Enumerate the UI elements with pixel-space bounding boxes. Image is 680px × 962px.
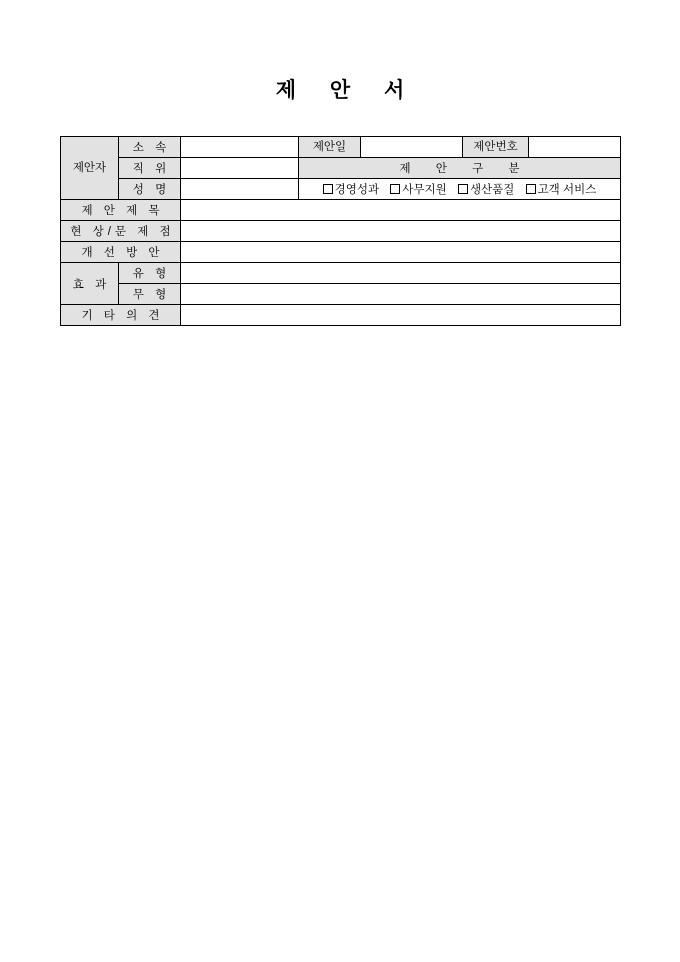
table-row-effect-intangible [61,284,621,305]
checkbox-icon[interactable] [390,184,400,194]
category-checkbox-group [299,179,621,200]
improvement-value[interactable] [181,242,621,263]
name-label: 성 명 [119,179,181,200]
effect-tangible-label: 유 형 [119,263,181,284]
checkbox-option-production-quality[interactable] [458,181,514,197]
proposal-number-label: 제안번호 [463,137,529,158]
affiliation-label: 소 속 [119,137,181,158]
table-row-problem [61,221,621,242]
checkbox-label: 고객 서비스 [537,184,597,196]
proposal-number-value[interactable] [529,137,621,158]
category-header: 제 안 구 분 [299,158,621,179]
effect-intangible-label: 무 형 [119,284,181,305]
other-label: 기 타 의 견 [61,305,181,326]
page-title: 제 안 서 [275,79,419,102]
problem-label: 현 상/문 제 점 [61,221,181,242]
checkbox-option-office-support[interactable] [390,181,446,197]
table-row-improvement [61,242,621,263]
checkbox-icon[interactable] [526,184,536,194]
table-row-effect-tangible [61,263,621,284]
other-value[interactable] [181,305,621,326]
table-row-position [61,158,621,179]
affiliation-value[interactable] [181,137,299,158]
position-label: 직 위 [119,158,181,179]
effect-tangible-value[interactable] [181,263,621,284]
position-value[interactable] [181,158,299,179]
subject-label: 제 안 제 목 [61,200,181,221]
table-row-subject [61,200,621,221]
checkbox-label: 사무지원 [402,184,447,196]
name-value[interactable] [181,179,299,200]
table-row-name [61,179,621,200]
checkbox-option-customer-service[interactable] [526,181,597,197]
checkbox-option-management[interactable] [323,181,379,197]
proposal-date-value[interactable] [361,137,463,158]
table-row-affiliation [61,137,621,158]
subject-value[interactable] [181,200,621,221]
proposal-form-table [60,136,621,326]
checkbox-label: 경영성과 [334,184,380,196]
proposer-label: 제안자 [61,137,119,200]
problem-value[interactable] [181,221,621,242]
improvement-label: 개 선 방 안 [61,242,181,263]
checkbox-icon[interactable] [323,184,333,194]
checkbox-label: 생산품질 [469,184,515,196]
table-row-other [61,305,621,326]
checkbox-icon[interactable] [458,184,468,194]
effect-label: 효 과 [61,263,119,305]
effect-intangible-value[interactable] [181,284,621,305]
proposal-date-label: 제안일 [299,137,361,158]
